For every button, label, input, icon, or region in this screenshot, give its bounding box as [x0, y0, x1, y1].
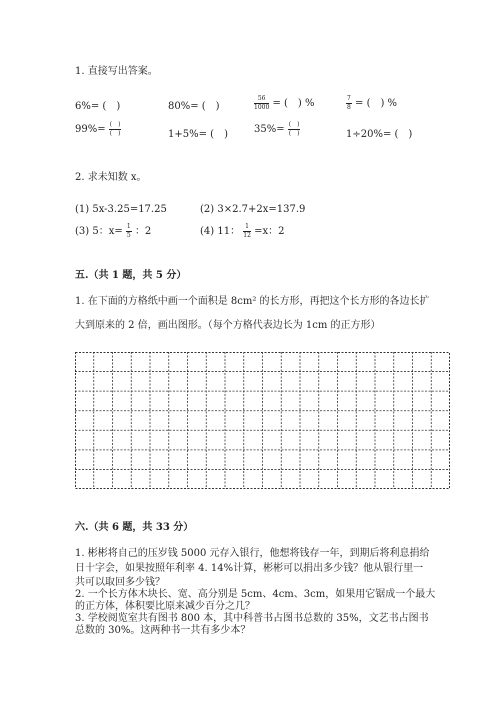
section-5-question-line-1: 1. 在下面的方格纸中画一个面积是 8cm² 的长方形，再把这个长方形的各边长扩 [75, 296, 430, 307]
problem-text: = ( ) % [272, 98, 315, 109]
fraction-denominator: ( ) [109, 130, 121, 137]
problem-text: 99%= [75, 124, 106, 135]
equation-text: ：2 [134, 226, 152, 237]
equation-1: (1) 5x-3.25=17.25 [75, 204, 167, 215]
section-6-q1-line-2: 日十字会，如果按照年利率 4. 14%计算，彬彬可以捐出多少钱？他从银行里一 [75, 563, 424, 574]
problem-1-7 [254, 122, 300, 137]
section-5-heading: 五.（共 1 题，共 5 分） [75, 270, 187, 281]
section-6-q2-line-1: 2. 一个长方体木块长、宽、高分别是 5cm、4cm、3cm，如果用它锯成一个最大 [75, 589, 436, 600]
fraction-denominator: 8 [347, 104, 351, 111]
section-6-q3-line-2: 总数的 30%。这两种书一共有多少本？ [75, 625, 251, 636]
section-6-q2-line-2: 的正方体，体积要比原来减少百分之几？ [75, 601, 255, 612]
fraction-denominator: 5 [126, 232, 131, 239]
fraction-numerator: ( ) [109, 121, 121, 128]
section-6-q3-line-1: 3. 学校阅览室共有图书 800 本，其中科普书占图书总数的 35%，文艺书占图书 [75, 613, 429, 624]
fraction-denominator: 1000 [254, 104, 270, 111]
grid-svg [75, 352, 450, 489]
grid-lines [75, 352, 450, 489]
problem-1-4 [346, 94, 397, 111]
section-6-heading: 六.（共 6 题，共 33 分） [75, 522, 194, 533]
equation-2: (2) 3×2.7+2x=137.9 [200, 204, 306, 215]
problem-1-6: 1+5%= ( ) [168, 129, 228, 140]
section-5-question-line-2: 大到原来的 2 倍，画出图形。（每个方格代表边长为 1cm 的正方形） [75, 320, 381, 331]
fraction-numerator: 7 [347, 95, 351, 102]
equation-text: (4) 11： [200, 226, 241, 237]
section-6-q1-line-1: 1. 彬彬将自己的压岁钱 5000 元存入银行，他想将钱存一年，到期后将利息捐给 [75, 548, 430, 559]
fraction-numerator: 56 [254, 96, 269, 104]
problem-text: = ( ) % [355, 98, 398, 109]
problem-1-5 [75, 122, 121, 137]
equation-text: =x：2 [254, 226, 285, 237]
equation-text: (3) 5：x= [75, 226, 123, 237]
problem-1-1: 6%= ( ) [75, 101, 121, 112]
equation-3 [75, 222, 151, 239]
section-6-q1-line-3: 共可以取回多少钱？ [75, 577, 165, 588]
equation-4 [200, 222, 284, 239]
square-grid-paper [75, 352, 450, 489]
fraction-numerator: ( ) [288, 121, 300, 128]
problem-1-8: 1÷20%= ( ) [346, 129, 413, 140]
fraction-denominator: 12 [243, 232, 251, 239]
problem-1-2: 80%= ( ) [168, 101, 220, 112]
fraction-numerator: 1 [126, 223, 131, 230]
problem-text: 35%= [254, 124, 285, 135]
section-2-title: 2. 求未知数 x。 [75, 172, 147, 183]
fraction-numerator: 1 [245, 223, 249, 230]
section-1-title: 1. 直接写出答案。 [75, 66, 158, 77]
problem-1-3 [254, 94, 315, 111]
fraction-denominator: ( ) [288, 130, 300, 137]
